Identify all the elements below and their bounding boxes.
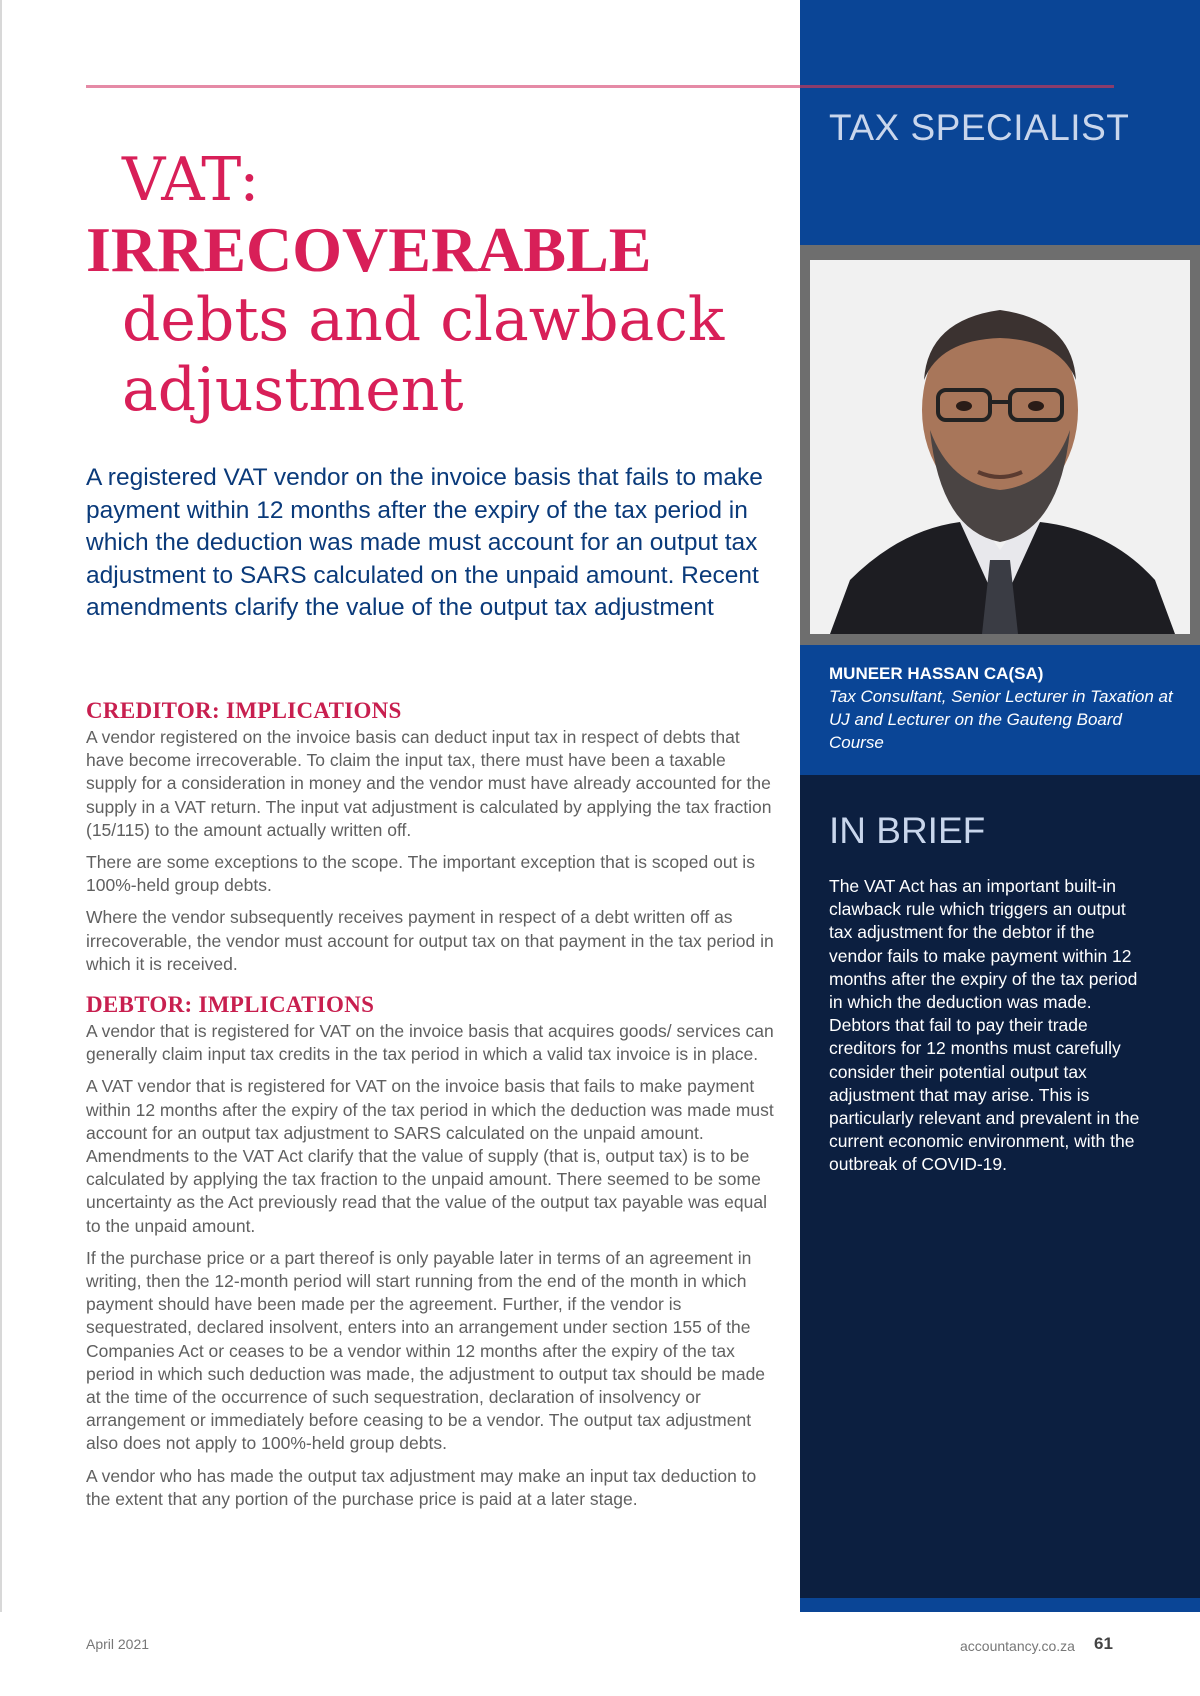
title-line-2: IRRECOVERABLE [86, 214, 652, 285]
body-paragraph: There are some exceptions to the scope. The important exception that is scoped out is 100%-held group debts. [86, 852, 755, 896]
footer-date: April 2021 [86, 1636, 150, 1652]
article-body [86, 696, 776, 1520]
body-paragraph: A vendor that is registered for VAT on the invoice basis that acquires goods/ services can generally claim input tax credits in the tax period in which a valid tax invoice is in place. [86, 1021, 774, 1065]
body-paragraph: A VAT vendor that is registered for VAT on the invoice basis that fails to make payment within 12 months after the expiry of the tax period in which the deduction was made must account for an output tax adjustment to SARS calculated on the unpaid amount. Amendments to the VAT Act clarify that the value of supply (that is, output tax) is to be calculated by applying the tax fraction to the unpaid amount. There seemed to be some uncertainty as the Act previously read that the value of the output tax payable was equal to the unpaid amount. [86, 1076, 774, 1236]
author-portrait-illustration [810, 260, 1190, 634]
top-rule-sidebar [800, 85, 1114, 88]
section-heading-debtor: DEBTOR: IMPLICATIONS [86, 992, 375, 1018]
author-role: Tax Consultant, Senior Lecturer in Taxation at UJ and Lecturer on the Gauteng Board Course [829, 687, 1173, 752]
author-credit [829, 663, 1174, 754]
page-edge [0, 0, 2, 1612]
article-standfirst: A registered VAT vendor on the invoice basis that fails to make payment within 12 months after the expiry of the tax period in which the deduction was made must account for an output tax adjustment to SARS calculated on the unpaid amount. Recent amendments clarify the value of the output tax adjustment [86, 464, 763, 621]
author-photo [810, 260, 1190, 634]
title-line-4: adjustment [122, 355, 464, 425]
sidebar-bottom-strip [800, 1598, 1200, 1612]
title-line-1: VAT: [122, 145, 260, 215]
footer-url[interactable]: accountancy.co.za [960, 1638, 1075, 1654]
section-label: TAX SPECIALIST [829, 107, 1130, 148]
in-brief-text: The VAT Act has an important built-in clawback rule which triggers an output tax adjustment for the debtor if the vendor fails to make payment within 12 months after the expiry of the tax period in which the deduction was made. Debtors that fail to pay their trade creditors for 12 months must carefully consider their potential output tax adjustment that may arise. This is particularly relevant and prevalent in the current economic environment, with the outbreak of COVID-19. [829, 876, 1140, 1175]
article-title [86, 145, 786, 425]
author-name: MUNEER HASSAN CA(SA) [829, 664, 1044, 683]
body-paragraph: A vendor who has made the output tax adjustment may make an input tax deduction to the extent that any portion of the purchase price is paid at a later stage. [86, 1465, 757, 1509]
section-heading-creditor: CREDITOR: IMPLICATIONS [86, 698, 402, 723]
title-line-3: debts and clawback [122, 285, 725, 355]
page-number: 61 [1094, 1634, 1113, 1653]
body-paragraph: A vendor registered on the invoice basis can deduct input tax in respect of debts that have become irrecoverable. To claim the input tax, there must have been a taxable supply for a consideration in money and the vendor must have already accounted for the supply in a VAT return. The input vat adjustment is calculated by applying the tax fraction (15/115) to the amount actually written off. [86, 727, 772, 840]
body-paragraph: If the purchase price or a part thereof is only payable later in terms of an agreement in writing, then the 12-month period will start running from the end of the month in which payment should have been made per the agreement. Further, if the vendor is sequestrated, declared insolvent, enters into an arrangement under section 155 of the Companies Act or ceases to be a vendor within 12 months after the expiry of the tax period in which such deduction was made, the adjustment to output tax should be made at the time of the occurrence of such sequestration, declaration of insolvency or arrangement or immediately before ceasing to be a vendor. The output tax adjustment also does not apply to 100%-held group debts. [86, 1247, 766, 1454]
body-paragraph: Where the vendor subsequently receives payment in respect of a debt written off as irrecoverable, the vendor must account for output tax on that payment in the tax period in which it is received. [86, 907, 774, 974]
in-brief-title: IN BRIEF [829, 810, 986, 851]
